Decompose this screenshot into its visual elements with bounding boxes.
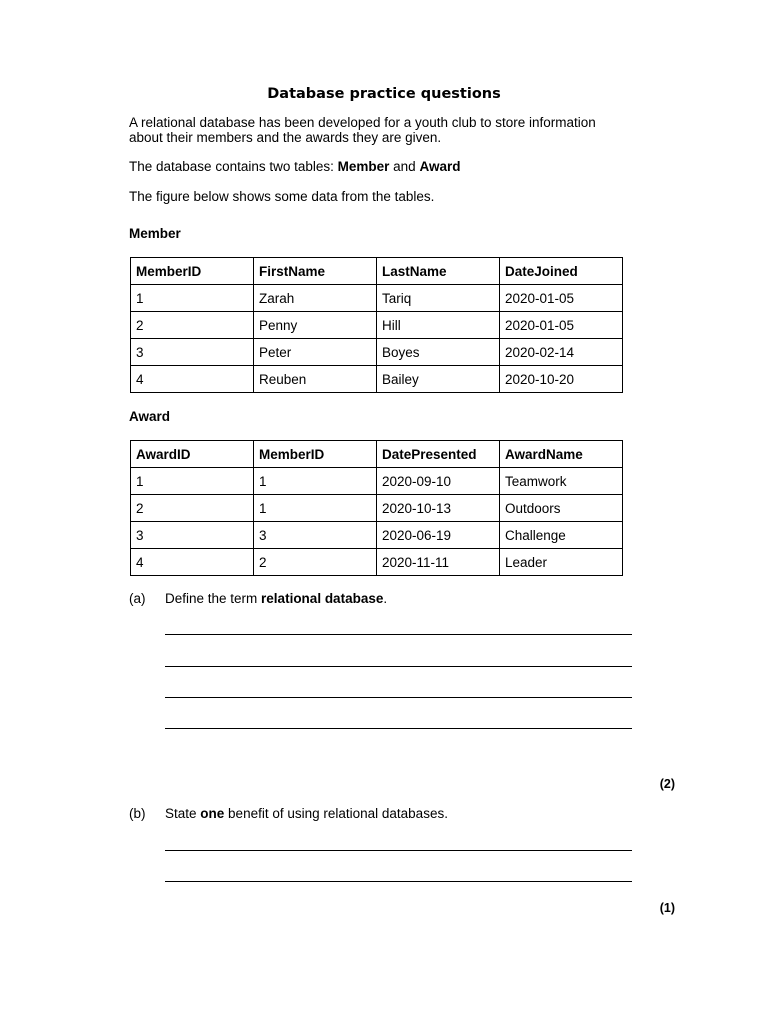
- column-header: MemberID: [254, 441, 377, 468]
- table-row: [131, 339, 623, 366]
- figure-sentence: The figure below shows some data from the tables.: [129, 189, 435, 204]
- column-header: MemberID: [131, 258, 254, 285]
- table-header-row: [131, 441, 623, 468]
- table2-name: Award: [419, 159, 461, 174]
- table-cell: 2020-06-19: [377, 522, 500, 549]
- table-cell: Outdoors: [500, 495, 623, 522]
- table-cell: 2020-09-10: [377, 468, 500, 495]
- table-row: [131, 366, 623, 393]
- question-a-bold: relational database: [261, 591, 384, 606]
- table-cell: 4: [131, 366, 254, 393]
- table-cell: 2020-01-05: [500, 285, 623, 312]
- table-cell: 2020-02-14: [500, 339, 623, 366]
- award-table-label: Award: [129, 409, 171, 424]
- question-b-label: (b): [129, 806, 146, 821]
- table-cell: 3: [254, 522, 377, 549]
- table-cell: Penny: [254, 312, 377, 339]
- table-cell: Leader: [500, 549, 623, 576]
- table-row: [131, 312, 623, 339]
- table-cell: Zarah: [254, 285, 377, 312]
- answer-line[interactable]: [165, 666, 632, 667]
- table-cell: Bailey: [377, 366, 500, 393]
- intro-line-2: about their members and the awards they are given.: [129, 130, 442, 145]
- table-row: [131, 285, 623, 312]
- table-cell: 2020-01-05: [500, 312, 623, 339]
- table-cell: 2020-11-11: [377, 549, 500, 576]
- table-cell: 3: [131, 522, 254, 549]
- table-cell: Peter: [254, 339, 377, 366]
- question-a-text: [165, 591, 387, 606]
- member-table: [130, 257, 623, 393]
- award-table: [130, 440, 623, 576]
- table-cell: 1: [254, 495, 377, 522]
- table-cell: 2: [131, 312, 254, 339]
- column-header: DateJoined: [500, 258, 623, 285]
- answer-line[interactable]: [165, 881, 632, 882]
- column-header: DatePresented: [377, 441, 500, 468]
- column-header: AwardName: [500, 441, 623, 468]
- table-cell: 4: [131, 549, 254, 576]
- answer-line[interactable]: [165, 634, 632, 635]
- question-a-suffix: .: [383, 591, 388, 606]
- question-a-marks: (2): [659, 777, 675, 791]
- member-table-label: Member: [129, 226, 181, 241]
- table-row: [131, 468, 623, 495]
- table-cell: Tariq: [377, 285, 500, 312]
- table-cell: 1: [131, 468, 254, 495]
- table-cell: Boyes: [377, 339, 500, 366]
- table-cell: 2020-10-13: [377, 495, 500, 522]
- table-cell: Reuben: [254, 366, 377, 393]
- table-header-row: [131, 258, 623, 285]
- column-header: FirstName: [254, 258, 377, 285]
- column-header: AwardID: [131, 441, 254, 468]
- intro-paragraph: [129, 115, 639, 145]
- table-cell: Teamwork: [500, 468, 623, 495]
- question-b-prefix: State: [165, 806, 201, 821]
- column-header: LastName: [377, 258, 500, 285]
- tables-sentence: [129, 159, 639, 174]
- table-row: [131, 495, 623, 522]
- question-b-text: [165, 806, 448, 821]
- table-cell: 2020-10-20: [500, 366, 623, 393]
- table-cell: Challenge: [500, 522, 623, 549]
- question-b-marks: (1): [659, 901, 675, 915]
- intro-line-1: A relational database has been developed for a youth club to store information: [129, 115, 596, 130]
- question-a-label: (a): [129, 591, 146, 606]
- tables-sentence-prefix: The database contains two tables:: [129, 159, 338, 174]
- question-a-prefix: Define the term: [165, 591, 262, 606]
- table-cell: 1: [131, 285, 254, 312]
- table-cell: Hill: [377, 312, 500, 339]
- table-row: [131, 549, 623, 576]
- answer-line[interactable]: [165, 728, 632, 729]
- answer-line[interactable]: [165, 697, 632, 698]
- table-cell: 1: [254, 468, 377, 495]
- table-cell: 2: [254, 549, 377, 576]
- table1-name: Member: [337, 159, 390, 174]
- table-row: [131, 522, 623, 549]
- answer-line[interactable]: [165, 850, 632, 851]
- and-word: and: [389, 159, 420, 174]
- table-cell: 2: [131, 495, 254, 522]
- question-b-suffix: benefit of using relational databases.: [224, 806, 448, 821]
- page-title: Database practice questions: [267, 86, 501, 102]
- question-b-bold: one: [200, 806, 225, 821]
- table-cell: 3: [131, 339, 254, 366]
